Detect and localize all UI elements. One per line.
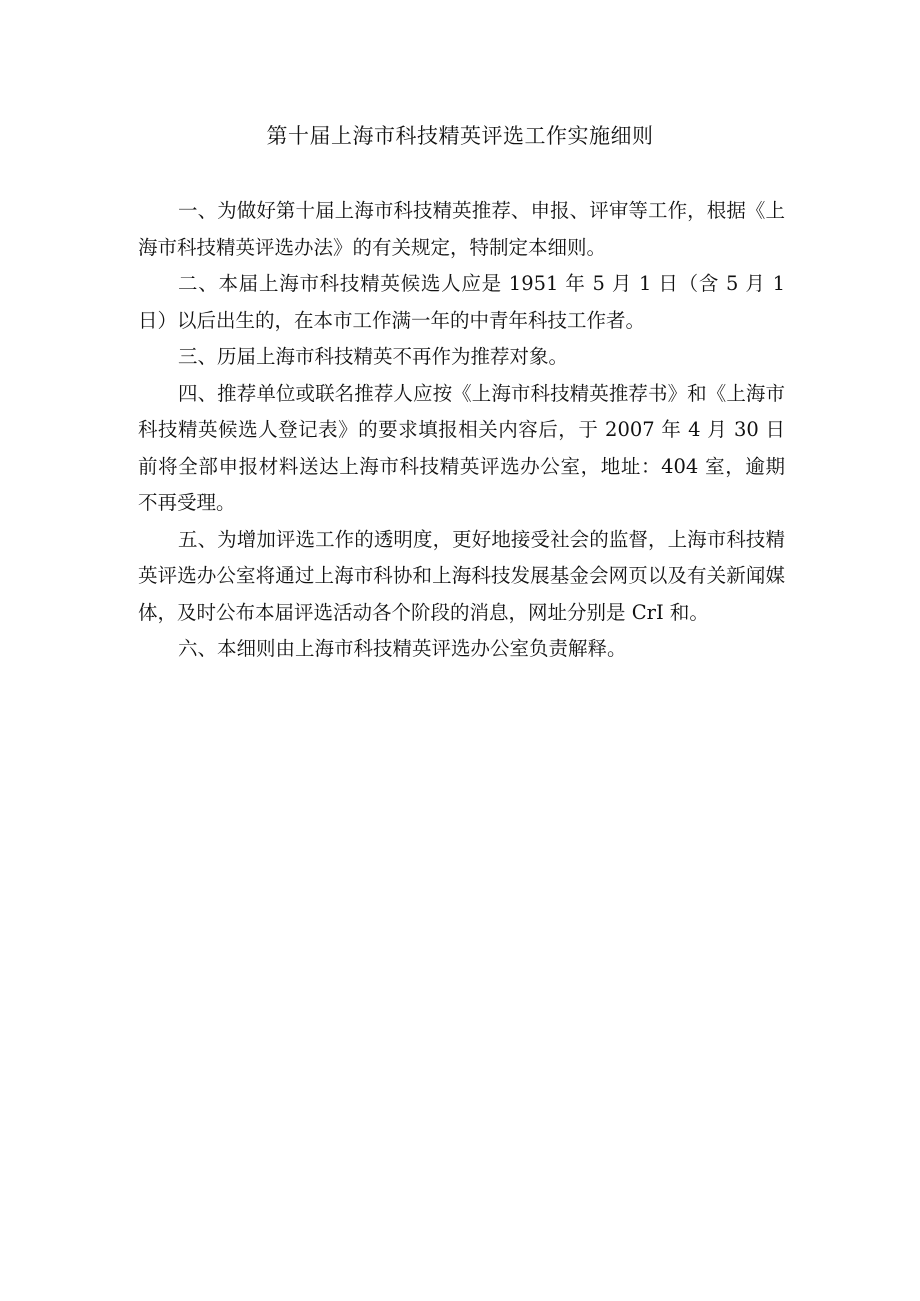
paragraph-5: 五、为增加评选工作的透明度，更好地接受社会的监督，上海市科技精英评选办公室将通过上海市科协和上海科技发展基金会网页以及有关新闻媒体，及时公布本届评选活动各个阶段的消息，网址分别是 CrI 和。 <box>138 527 785 624</box>
paragraph-4: 四、推荐单位或联名推荐人应按《上海市科技精英推荐书》和《上海市科技精英候选人登记表》的要求填报相关内容后，于 2007 年 4 月 30 日前将全部申报材料送达上海市科技精英评选办公室，地址：404 室，逾期不再受理。 <box>138 381 785 514</box>
paragraph-2: 二、本届上海市科技精英候选人应是 1951 年 5 月 1 日（含 5 月 1 日）以后出生的，在本市工作满一年的中青年科技工作者。 <box>138 272 785 332</box>
paragraph-1: 一、为做好第十届上海市科技精英推荐、申报、评审等工作，根据《上海市科技精英评选办法》的有关规定，特制定本细则。 <box>138 199 785 259</box>
document-title: 第十届上海市科技精英评选工作实施细则 <box>266 124 654 148</box>
paragraph-6: 六、本细则由上海市科技精英评选办公室负责解释。 <box>178 637 627 660</box>
paragraph-3: 三、历届上海市科技精英不再作为推荐对象。 <box>178 345 569 368</box>
document-body <box>138 193 785 668</box>
